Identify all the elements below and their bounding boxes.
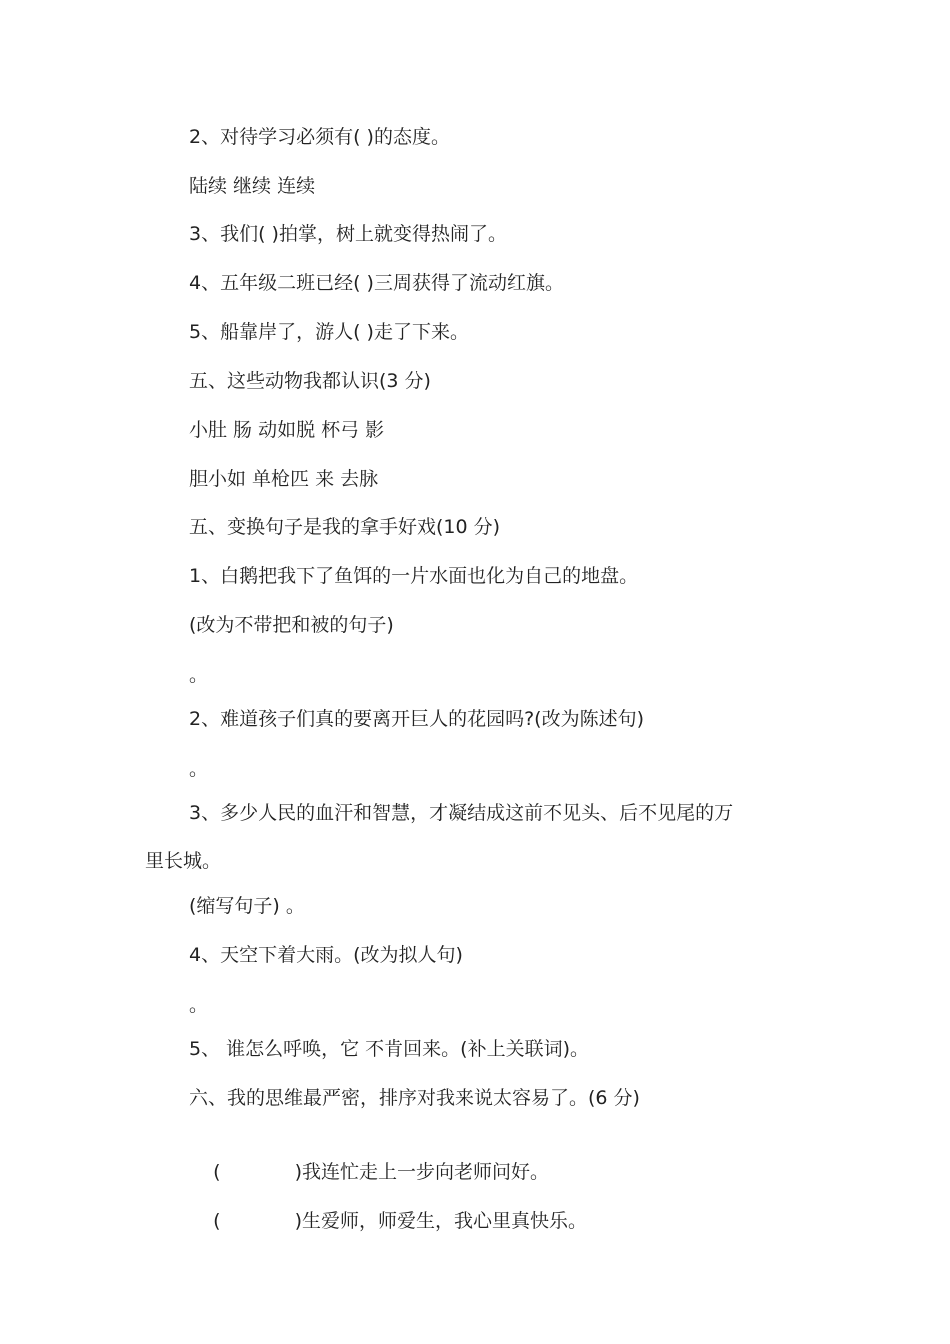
- sentence-question-2: 2、难道孩子们真的要离开巨人的花园吗?(改为陈述句): [189, 708, 644, 730]
- section-heading-sentences: 五、变换句子是我的拿手好戏(10 分): [189, 516, 501, 538]
- word-choices: 陆续 继续 连续: [189, 175, 316, 197]
- idiom-line-2: 胆小如 单枪匹 来 去脉: [189, 468, 379, 490]
- sentence-question-4: 4、天空下着大雨。(改为拟人句): [189, 944, 463, 966]
- section-heading-ordering: 六、我的思维最严密，排序对我来说太容易了。(6 分): [189, 1087, 640, 1109]
- sentence-instruction-1: (改为不带把和被的句子): [189, 614, 394, 636]
- sentence-question-5: 5、 谁怎么呼唤，它 不肯回来。(补上关联词)。: [189, 1038, 589, 1060]
- idiom-line-1: 小肚 肠 动如脱 杯弓 影: [189, 419, 385, 441]
- order-item-open-paren: (: [213, 1161, 221, 1183]
- order-item-text: 我连忙走上一步向老师问好。: [302, 1161, 550, 1183]
- sentence-question-3-continued: 里长城。: [145, 850, 222, 872]
- answer-end-4: 。: [189, 994, 209, 1016]
- sentence-instruction-3: (缩写句子) 。: [189, 895, 305, 917]
- answer-end-2: 。: [189, 758, 209, 780]
- answer-end-1: 。: [189, 664, 209, 686]
- question-5: 5、船靠岸了，游人( )走了下来。: [189, 321, 469, 343]
- order-item-close-paren: ): [294, 1210, 303, 1232]
- order-item-open-paren: (: [213, 1210, 221, 1232]
- sentence-question-1: 1、白鹅把我下了鱼饵的一片水面也化为自己的地盘。: [189, 565, 639, 587]
- order-item: [189, 1185, 587, 1257]
- question-2: 2、对待学习必须有( )的态度。: [189, 126, 450, 148]
- question-3: 3、我们( )拍掌，树上就变得热闹了。: [189, 223, 507, 245]
- question-4: 4、五年级二班已经( )三周获得了流动红旗。: [189, 272, 564, 294]
- order-item-close-paren: ): [294, 1161, 303, 1183]
- sentence-question-3: 3、多少人民的血汗和智慧，才凝结成这前不见头、后不见尾的万: [189, 802, 734, 824]
- order-item-text: 生爱师，师爱生，我心里真快乐。: [302, 1210, 588, 1232]
- section-heading-animals: 五、这些动物我都认识(3 分): [189, 370, 431, 392]
